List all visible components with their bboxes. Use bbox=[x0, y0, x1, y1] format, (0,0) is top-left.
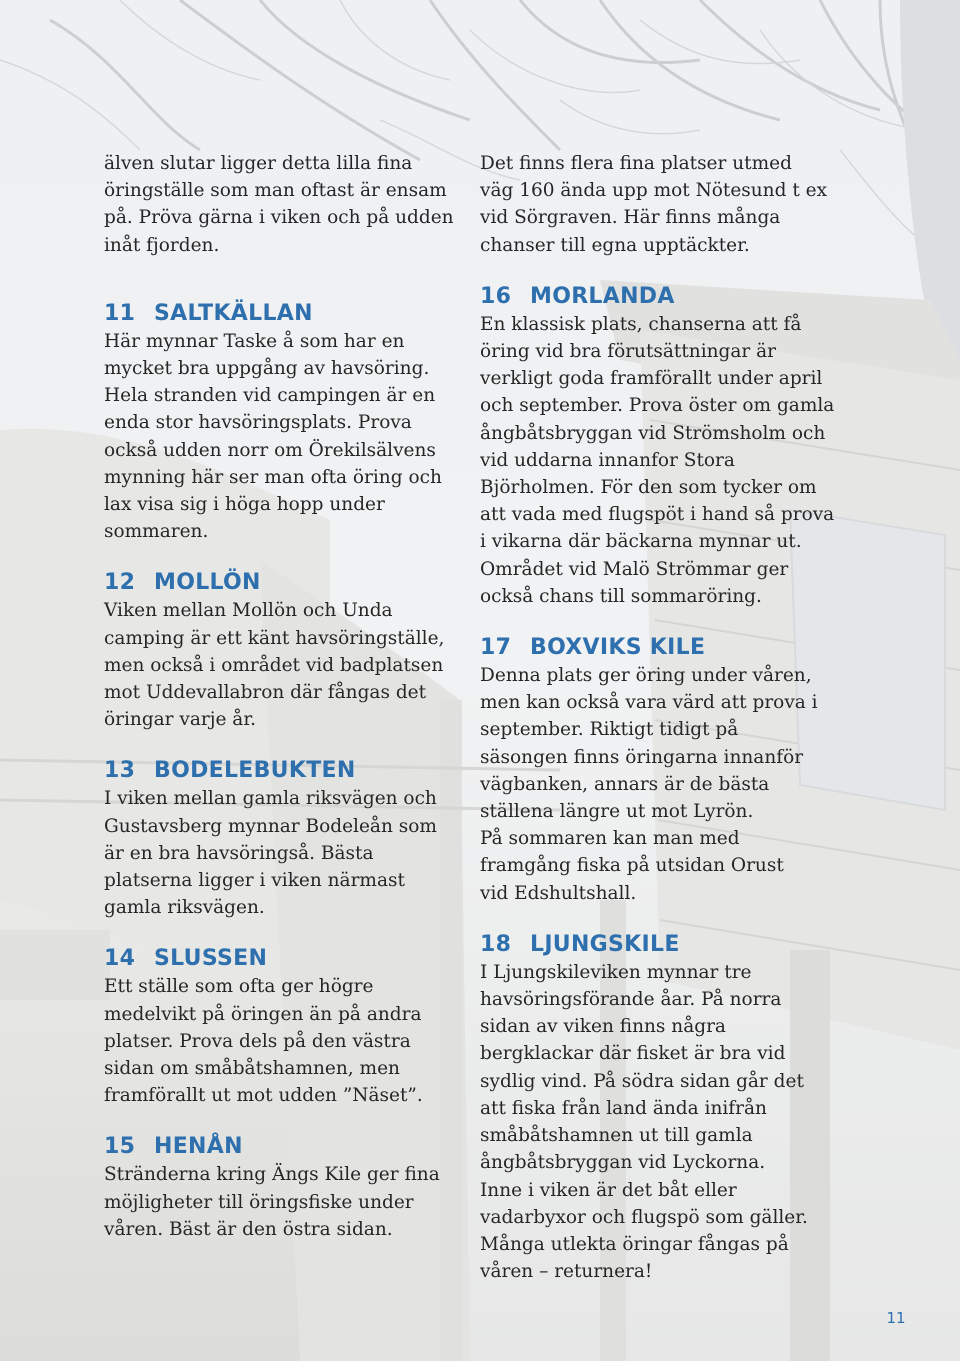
section-title: MOLLÖN bbox=[154, 570, 261, 596]
section-title: SLUSSEN bbox=[154, 946, 268, 972]
section-title: SALTKÄLLAN bbox=[154, 300, 313, 326]
section-14 bbox=[104, 945, 454, 1109]
section-heading bbox=[480, 634, 860, 662]
page-number: 11 bbox=[886, 1309, 906, 1327]
section-text: I viken mellan gamla riksvägen och Gustavsberg mynnar Bodeleån som är en bra havsöringså. Bästa platserna ligger i viken närmast gamla riksvägen. bbox=[104, 788, 437, 919]
section-heading bbox=[104, 569, 454, 597]
section-13 bbox=[104, 757, 454, 921]
section-title: MORLANDA bbox=[530, 283, 675, 309]
section-text: Stränderna kring Ängs Kile ger fina möjligheter till öringsfiske under våren. Bäst är den östra sidan. bbox=[104, 1164, 440, 1240]
section-title: LJUNGSKILE bbox=[530, 931, 680, 957]
section-17 bbox=[480, 634, 860, 907]
section-number: 13 bbox=[104, 758, 136, 784]
section-16 bbox=[480, 283, 860, 610]
section-number: 15 bbox=[104, 1134, 136, 1160]
section-number: 17 bbox=[480, 635, 512, 661]
section-title: BODELEBUKTEN bbox=[154, 758, 356, 784]
section-number: 14 bbox=[104, 946, 136, 972]
left-intro-text: älven slutar ligger detta lilla fina öringställe som man oftast är ensam på. Pröva gärna i viken och på udden inåt fjorden. bbox=[104, 153, 454, 256]
section-18 bbox=[480, 931, 860, 1285]
section-title: BOXVIKS KILE bbox=[530, 635, 706, 661]
section-heading bbox=[104, 300, 454, 328]
section-15 bbox=[104, 1133, 454, 1243]
section-heading bbox=[480, 283, 860, 311]
section-text-continued: På sommaren kan man med framgång fiska på utsidan Orust vid Edshultshall. bbox=[480, 828, 784, 904]
section-heading bbox=[104, 757, 454, 785]
left-column bbox=[104, 150, 454, 1243]
section-text: En klassisk plats, chanserna att få öring vid bra förutsättningar är verkligt goda framförallt under april och september. Prova öster om gamla ångbåtsbryggan vid Strömsholm och vid uddarna innanfor Stora Björholmen. För den som tycker om att vada med flugspöt i hand så prova i vikarna där bäckarna mynnar ut. Området vid Malö Strömmar ger också chans till sommaröring. bbox=[480, 313, 835, 607]
section-number: 12 bbox=[104, 570, 136, 596]
section-12 bbox=[104, 569, 454, 733]
section-text: Ett ställe som ofta ger högre medelvikt på öringen än på andra platser. Prova dels på den västra sidan om småbåtshamnen, men framförallt ut mot udden ”Näset”. bbox=[104, 976, 423, 1107]
right-column bbox=[480, 150, 860, 1285]
section-number: 11 bbox=[104, 300, 136, 326]
section-number: 16 bbox=[480, 283, 512, 309]
section-text: Här mynnar Taske å som har en mycket bra uppgång av havsöring. Hela stranden vid campingen är en enda stor havsöringsplats. Prova också udden norr om Örekilsälvens mynning här ser man ofta öring och lax visa sig i höga hopp under sommaren. bbox=[104, 330, 442, 543]
section-text: I Ljungskileviken mynnar tre havsöringsförande åar. På norra sidan av viken finns några bergklackar där fisket är bra vid sydlig vind. På södra sidan går det att fiska från land ända inifrån småbåtshamnen ut till gamla ångbåtsbryggan vid Lyckorna. bbox=[480, 961, 804, 1174]
section-text: Denna plats ger öring under våren, men kan också vara värd att prova i september. Riktigt tidigt på säsongen finns öringarna innanför vägbanken, annars är de bästa ställena längre ut mot Lyrön. bbox=[480, 665, 818, 823]
section-title: HENÅN bbox=[154, 1134, 243, 1160]
section-text-continued: Inne i viken är det båt eller vadarbyxor och flugspö som gäller. Många utlekta öringar fångas på våren – returnera! bbox=[480, 1179, 808, 1283]
section-11 bbox=[104, 300, 454, 546]
right-intro-text: Det finns flera fina platser utmed väg 160 ända upp mot Nötesund t ex vid Sörgraven. Här finns många chanser till egna upptäckter. bbox=[480, 153, 828, 256]
section-number: 18 bbox=[480, 931, 512, 957]
section-text: Viken mellan Mollön och Unda camping är ett känt havsöringställe, men också i området vid badplatsen mot Uddevallabron där fångas det öringar varje år. bbox=[104, 600, 445, 731]
section-heading bbox=[480, 931, 860, 959]
section-heading bbox=[104, 945, 454, 973]
section-heading bbox=[104, 1133, 454, 1161]
